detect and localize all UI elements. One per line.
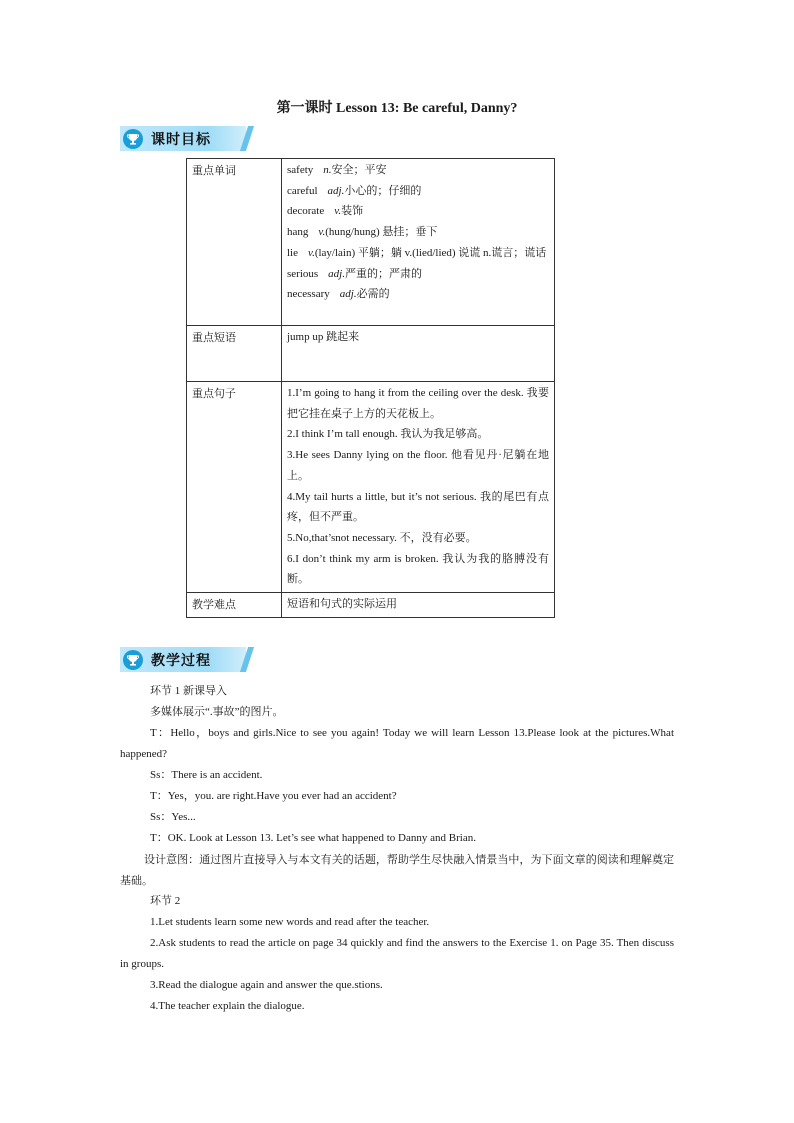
sentence-item: 2.I think I’m tall enough. 我认为我足够高。 [287, 428, 489, 441]
trophy-icon [123, 129, 143, 149]
vocab-item [287, 201, 549, 222]
vocab-word: careful [287, 184, 318, 197]
table-row [187, 593, 555, 618]
vocab-meaning: 严重的；严肃的 [344, 267, 422, 280]
vocab-meaning: 小心的；仔细的 [344, 184, 422, 197]
goals-table [186, 158, 555, 618]
vocab-pos: adj. [339, 288, 357, 301]
vocab-item [287, 160, 549, 181]
vocab-item [287, 284, 549, 305]
step1-title: 环节 1 新课导入 [150, 685, 227, 697]
vocab-meaning: (lay/lain) 平躺；躺 v.(lied/lied) 说谎 n.谎言；谎话 [314, 246, 547, 259]
page-title: 第一课时 Lesson 13: Be careful, Danny? [276, 101, 518, 116]
sentence-item: 5.No,that’snot necessary. 不，没有必要。 [287, 531, 477, 544]
section-header-process [120, 647, 246, 672]
vocab-meaning: 必需的 [356, 288, 390, 301]
vocab-meaning: 装饰 [341, 205, 364, 218]
vocab-pos: adj. [328, 267, 345, 280]
vocab-item [287, 264, 549, 285]
step2-item: 4.The teacher explain the dialogue. [150, 1000, 305, 1012]
dialogue-line: T：OK. Look at Lesson 13. Let’s see what happened to Danny and Brian. [150, 832, 476, 844]
sentence-item: 1.I’m going to hang it from the ceiling over the desk. 我要把它挂在桌子上方的天花板上。 [287, 387, 549, 420]
table-row [187, 159, 555, 326]
words-list [287, 160, 549, 305]
vocab-pos: v. [318, 226, 326, 239]
vocab-meaning: (hung/hung) 悬挂；垂下 [325, 226, 438, 239]
vocab-pos: v. [308, 246, 315, 259]
vocab-item [287, 222, 549, 243]
sentence-item: 4.My tail hurts a little, but it’s not serious. 我的尾巴有点疼，但不严重。 [287, 490, 549, 524]
row-label-difficulty: 教学难点 [187, 593, 282, 618]
phrases-cell: jump up 跳起来 [282, 326, 555, 382]
vocab-word: necessary [287, 288, 330, 301]
vocab-word: lie [287, 246, 298, 259]
step1-intro: 多媒体展示“.事故”的图片。 [150, 706, 284, 718]
vocab-pos: v. [334, 205, 342, 218]
section-label-goals: 课时目标 [151, 131, 211, 148]
step2-item: 3.Read the dialogue again and answer the que.stions. [150, 979, 383, 991]
words-cell [282, 159, 555, 326]
sentence-item: 3.He sees Danny lying on the floor. 他看见丹·尼躺在地上。 [287, 449, 549, 482]
row-label-phrases: 重点短语 [187, 326, 282, 382]
section-label-process: 教学过程 [151, 652, 211, 669]
step2-item: 1.Let students learn some new words and read after the teacher. [150, 916, 430, 928]
step2-item: 2.Ask students to read the article on page 34 quickly and find the answers to the Exercise 1. on Page 35. Then discuss in groups. [120, 937, 674, 970]
vocab-word: safety [287, 164, 314, 176]
dialogue-line: Ss：Yes... [150, 811, 196, 823]
trophy-icon [123, 650, 143, 670]
dialogue-line: T：Hello，boys and girls.Nice to see you again! Today we will learn Lesson 13.Please look at the pictures.What happened? [120, 727, 674, 760]
difficulty-cell: 短语和句式的实际运用 [282, 593, 555, 618]
design-intent: 设计意图：通过图片直接导入与本文有关的话题，帮助学生尽快融入情景当中，为下面文章的阅读和理解奠定基础。 [120, 853, 674, 887]
vocab-item [287, 181, 549, 202]
vocab-item [287, 243, 549, 264]
row-label-words: 重点单词 [187, 159, 282, 326]
vocab-pos: adj. [327, 184, 345, 197]
dialogue-line: T：Yes，you. are right.Have you ever had an accident? [150, 790, 397, 802]
vocab-meaning: 安全；平安 [331, 164, 387, 176]
step2-title: 环节 2 [150, 895, 181, 907]
vocab-word: hang [287, 226, 309, 239]
sentence-item: 6.I don’t think my arm is broken. 我认为我的胳膊没有断。 [287, 552, 549, 586]
dialogue-line: Ss：There is an accident. [150, 769, 263, 781]
vocab-word: serious [287, 267, 319, 280]
sentences-list [287, 383, 549, 590]
vocab-pos: n. [323, 164, 332, 176]
sentences-cell [282, 382, 555, 593]
section-header-goals [120, 126, 246, 151]
table-row [187, 382, 555, 593]
table-row [187, 326, 555, 382]
vocab-word: decorate [287, 205, 325, 218]
row-label-sentences: 重点句子 [187, 382, 282, 593]
